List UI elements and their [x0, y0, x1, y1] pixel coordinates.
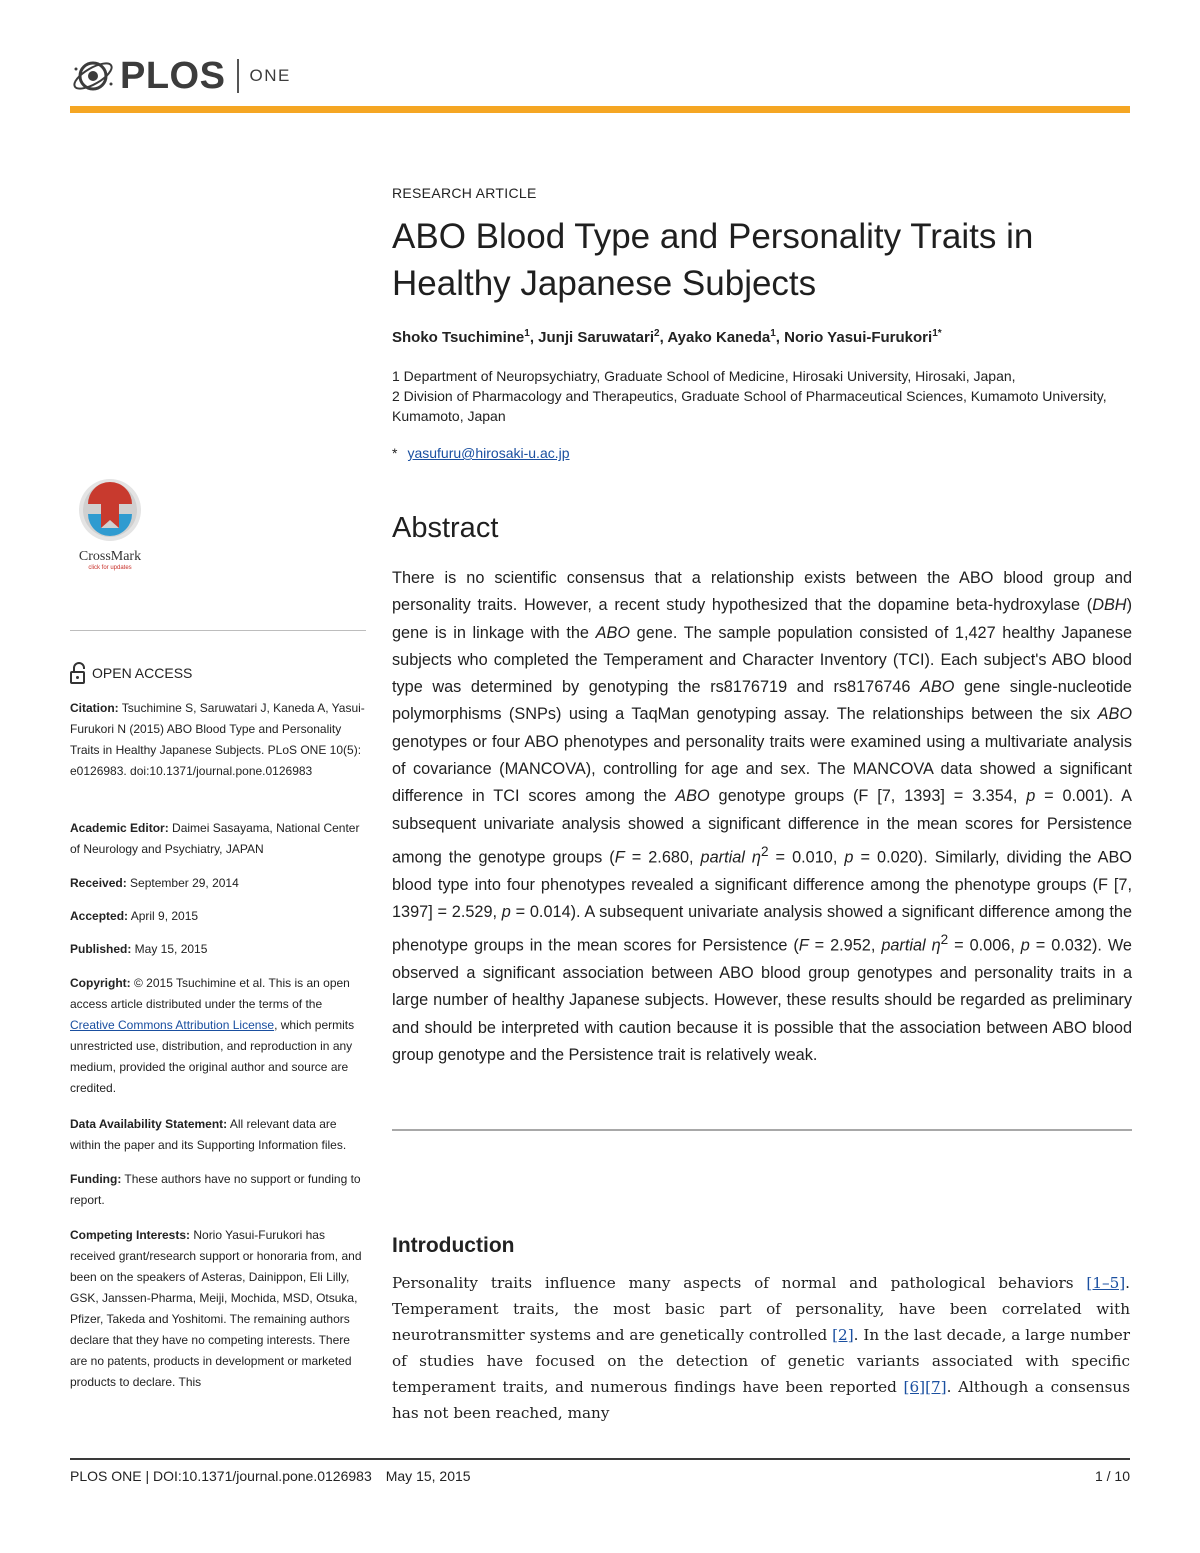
cc-license-link[interactable]: Creative Commons Attribution License: [70, 1018, 275, 1032]
abstract-heading: Abstract: [392, 512, 499, 544]
affiliation-1: 1 Department of Neuropsychiatry, Graduate School of Medicine, Hirosaki University, Hirosaki, Japan,: [392, 368, 1016, 384]
copyright-block: Copyright: © 2015 Tsuchimine et al. This is an open access article distributed under the terms of the Creative Commons Attribution License, which permits unrestricted use, distribution, and reproduction in any medium, provided the original author and source are credited.: [70, 976, 355, 1095]
title-line-2: Healthy Japanese Subjects: [392, 264, 817, 303]
footer-citation: [70, 1468, 471, 1484]
introduction-heading: Introduction: [392, 1234, 515, 1257]
crossmark-badge[interactable]: [70, 478, 150, 571]
author-affil-marker: 2: [654, 328, 660, 339]
introduction-text: Personality traits influence many aspects of normal and pathological behaviors [1–5]. Temperament traits, the most basic part of personality, have been correlated with neurotransmitter systems and are genetically controlled [2]. In the last decade, a large number of studies have focused on the detection of genetic variants associated with specific temperament traits, and numerous findings have been reported [6][7]. Although a consensus has not been reached, many: [392, 1274, 1131, 1422]
reference-link[interactable]: [7]: [925, 1378, 947, 1396]
logo-divider: [237, 59, 239, 93]
sidebar-divider: [70, 630, 366, 631]
reference-link[interactable]: [2]: [832, 1326, 854, 1344]
open-access-badge: [70, 662, 192, 684]
funding-block: Funding: These authors have no support or funding to report.: [70, 1172, 361, 1207]
academic-editor-block: Academic Editor: Daimei Sasayama, National Center of Neurology and Psychiatry, JAPAN: [70, 821, 360, 856]
plos-one-logo[interactable]: [70, 52, 291, 100]
title-line-1: ABO Blood Type and Personality Traits in: [392, 217, 1034, 256]
data-availability-block: Data Availability Statement: All relevant data are within the paper and its Supporting Information files.: [70, 1117, 347, 1152]
reference-link[interactable]: [6]: [903, 1378, 926, 1396]
citation-block: Citation: Tsuchimine S, Saruwatari J, Kaneda A, Yasui-Furukori N (2015) ABO Blood Type and Personality Traits in Healthy Japanese Subjects. PLoS ONE 10(5): e0126983. doi:10.1371/journal.pone.0126983: [70, 701, 365, 778]
header-accent-bar: [70, 106, 1130, 113]
author-separator: ,: [529, 329, 539, 346]
footer-divider: [70, 1458, 1130, 1460]
logo-text: PLOS: [120, 54, 226, 97]
author-name[interactable]: Ayako Kaneda: [667, 329, 771, 346]
open-lock-icon: [70, 662, 86, 684]
abstract-divider: [392, 1129, 1132, 1131]
email-link[interactable]: yasufuru@hirosaki-u.ac.jp: [407, 445, 570, 461]
crossmark-icon: [70, 478, 150, 542]
article-title: [392, 213, 1132, 307]
open-access-label: OPEN ACCESS: [92, 665, 193, 681]
author-separator: ,: [775, 329, 785, 346]
author-list: [392, 328, 1132, 346]
author-affil-marker: 1*: [932, 328, 942, 339]
page-number: 1 / 10: [1094, 1468, 1130, 1484]
reference-link[interactable]: [1–5]: [1086, 1274, 1126, 1292]
author-name[interactable]: Shoko Tsuchimine: [392, 329, 525, 346]
competing-interests-block: Competing Interests: Norio Yasui-Furukori has received grant/research support or honoraria from, and been on the speakers of Asteras, Dainippon, Eli Lilly, GSK, Janssen-Pharma, Meiji, Mochida, MSD, Otsuka, Pfizer, Takeda and Yoshitomi. The remaining authors declare that they have no competing interests. There are no patents, products in development or marketed products to declare. This: [70, 1228, 362, 1389]
author-affil-marker: 1: [524, 328, 530, 339]
received-date: Received: September 29, 2014: [70, 876, 239, 890]
plos-orbit-icon: [70, 53, 116, 99]
published-date: Published: May 15, 2015: [70, 942, 208, 956]
corresponding-email: [392, 445, 570, 461]
accepted-date: Accepted: April 9, 2015: [70, 909, 199, 923]
footer-doi[interactable]: PLOS ONE | DOI:10.1371/journal.pone.0126983: [70, 1468, 372, 1484]
email-marker: *: [392, 445, 398, 461]
author-affil-marker: 1: [770, 328, 776, 339]
article-type: RESEARCH ARTICLE: [392, 185, 537, 201]
author-name[interactable]: Norio Yasui-Furukori: [784, 329, 933, 346]
author-separator: ,: [659, 329, 668, 346]
crossmark-sublabel: click for updates: [88, 565, 132, 571]
footer-date: May 15, 2015: [385, 1468, 471, 1484]
abstract-text: There is no scientific consensus that a relationship exists between the ABO blood group and personality traits. However, a recent study hypothesized that the dopamine beta-hydroxylase (DBH) gene is in linkage with the ABO gene. The sample population consisted of 1,427 healthy Japanese subjects who completed the Temperament and Character Inventory (TCI). Each subject's ABO blood type was determined by genotyping the rs8176719 and rs8176746 ABO gene single-nucleotide polymorphisms (SNPs) using a TaqMan genotyping assay. The relationships between the six ABO genotypes or four ABO phenotypes and personality traits were examined using a multivariate analysis of covariance (MANCOVA), controlling for age and sex. The MANCOVA data showed a significant difference in TCI scores among the ABO genotype groups (F [7, 1393] = 3.354, p = 0.001). A subsequent univariate analysis showed a significant difference in the mean scores for Persistence among the genotype groups (F = 2.680, partial $\eta^2 = 0.010$, p = 0.020). Similarly, dividing the ABO blood type into four phenotypes revealed a significant difference among the phenotype groups (F [7, 1397] = 2.529, p = 0.014). A subsequent univariate analysis showed a significant difference among the phenotype groups in the mean scores for Persistence (F = 2.952, partial $\eta^2 = 0.006$, p = 0.032). We observed a significant association between ABO blood group genotypes and personality traits in a large number of healthy Japanese subjects. However, these results should be regarded as preliminary and should be interpreted with caution because it is possible that the association between ABO blood group genotype and the Persistence trait is relatively weak.: [392, 569, 1133, 1064]
affiliation-2: 2 Division of Pharmacology and Therapeutics, Graduate School of Pharmaceutical Sciences, Kumamoto University, Kumamoto, Japan: [392, 388, 1107, 424]
logo-sub: ONE: [249, 66, 291, 85]
author-name[interactable]: Junji Saruwatari: [538, 329, 655, 346]
crossmark-label: CrossMark: [78, 549, 142, 564]
